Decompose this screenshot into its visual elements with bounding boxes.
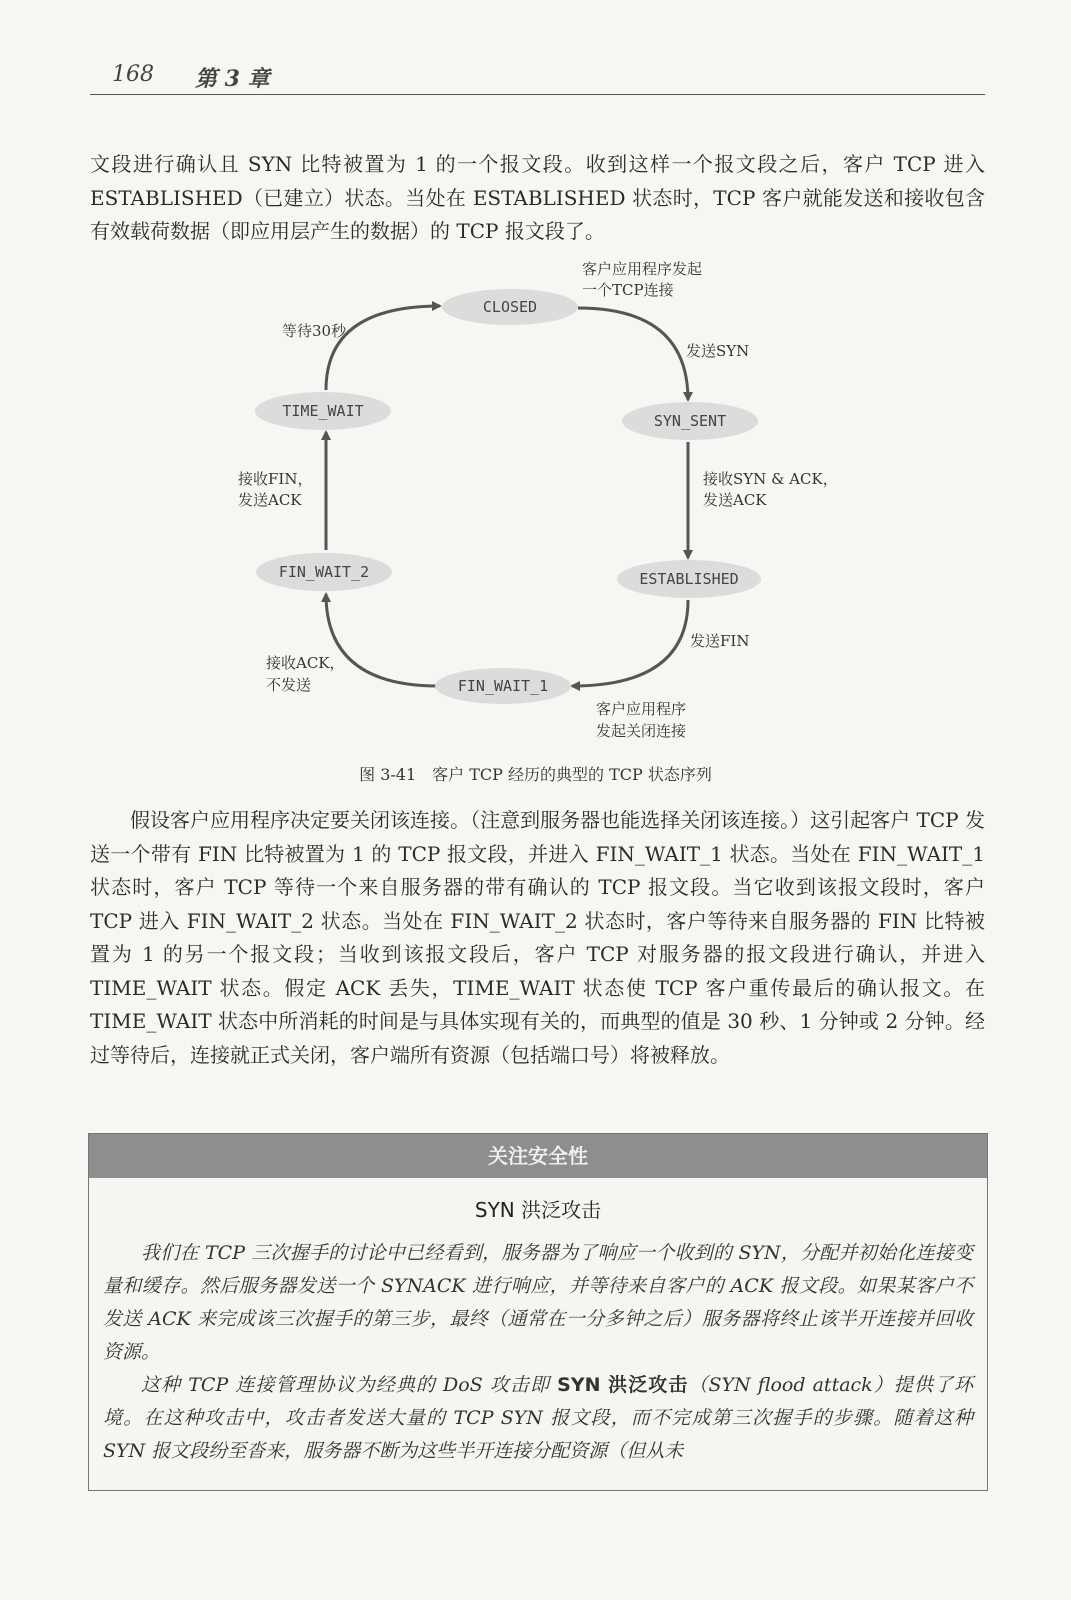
state-closed (442, 289, 578, 325)
state-established-label: ESTABLISHED (639, 570, 739, 588)
label-recv-synack-1: 接收SYN & ACK， (703, 470, 838, 488)
label-app-close-2: 发起关闭连接 (596, 722, 687, 740)
page-number: 168 (112, 62, 154, 87)
label-wait-30: 等待30秒 (282, 322, 347, 340)
state-fin-wait-1 (435, 668, 571, 704)
label-send-syn: 发送SYN (686, 342, 750, 360)
arrow-timewait-to-closed (326, 306, 440, 390)
syn-flood-term: SYN 洪泛攻击 (557, 1374, 689, 1396)
security-para-2-rest: （SYN flood attack）提供了环境。在这种攻击中，攻击者发送大量的 TCP SYN 报文段，而不完成第三次握手的步骤。随着这种 SYN 报文段纷至沓来，服务器不断为这些半开连接分配资源（但从未 (103, 1374, 973, 1462)
state-time-wait (255, 392, 391, 430)
body-paragraph: 假设客户应用程序决定要关闭该连接。（注意到服务器也能选择关闭该连接。）这引起客户 TCP 发送一个带有 FIN 比特被置为 1 的 TCP 报文段，并进入 FIN_WAIT_1 状态。当处在 FIN_WAIT_1 状态时，客户 TCP 等待一个来自服务器的带有确认的 TCP 报文段。当它收到该报文段时，客户 TCP 进入 FIN_WAIT_2 状态。当处在 FIN_WAIT_2 状态时，客户等待来自服务器的 FIN 比特被置为 1 的另一个报文段；当收到该报文段后，客户 TCP 对服务器的报文段进行确认，并进入 TIME_WAIT 状态。假定 ACK 丢失，TIME_WAIT 状态使 TCP 客户重传最后的确认报文。在 TIME_WAIT 状态中所消耗的时间是与具体实现有关的，而典型的值是 30 秒、1 分钟或 2 分钟。经过等待后，连接就正式关闭，客户端所有资源（包括端口号）将被释放。 (90, 808, 985, 1067)
arrow-finwait1-to-finwait2 (326, 594, 438, 686)
security-box-title: 关注安全性 (89, 1134, 987, 1178)
state-closed-label: CLOSED (482, 298, 538, 316)
label-app-close-1: 客户应用程序 (596, 700, 687, 718)
label-app-init-1: 客户应用程序发起 (582, 260, 703, 278)
label-recv-fin-2: 发送ACK (238, 491, 302, 509)
label-recv-ack-2: 不发送 (266, 676, 312, 694)
arrow-closed-to-synsent (578, 308, 688, 400)
state-syn-sent (622, 402, 758, 440)
tcp-state-diagram (0, 0, 1071, 760)
label-app-init-2: 一个TCP连接 (582, 281, 674, 299)
security-para-2-start: 这种 TCP 连接管理协议为经典的 DoS 攻击即 (141, 1374, 558, 1396)
label-recv-ack-1: 接收ACK， (266, 654, 345, 672)
chapter-title: 第 3 章 (195, 66, 270, 92)
label-recv-synack-2: 发送ACK (703, 491, 767, 509)
security-para-2 (103, 1369, 973, 1468)
state-fin-wait-1-label: FIN_WAIT_1 (457, 677, 549, 695)
security-box-subtitle: SYN 洪泛攻击 (474, 1198, 602, 1222)
state-syn-sent-label: SYN_SENT (653, 412, 727, 430)
label-recv-fin-1: 接收FIN， (238, 470, 313, 488)
security-para-1: 我们在 TCP 三次握手的讨论中已经看到，服务器为了响应一个收到的 SYN，分配并初始化连接变量和缓存。然后服务器发送一个 SYNACK 进行响应，并等待来自客户的 ACK 报文段。如果某客户不发送 ACK 来完成该三次握手的第三步，最终（通常在一分多钟之后）服务器将终止该半开连接并回收资源。 (103, 1242, 973, 1363)
intro-paragraph: 文段进行确认且 SYN 比特被置为 1 的一个报文段。收到这样一个报文段之后，客户 TCP 进入 ESTABLISHED（已建立）状态。当处在 ESTABLISHED 状态时，TCP 客户就能发送和接收包含有效载荷数据（即应用层产生的数据）的 TCP 报文段了。 (90, 152, 985, 243)
state-established (617, 560, 761, 598)
state-fin-wait-2 (256, 553, 392, 591)
state-time-wait-label: TIME_WAIT (282, 402, 364, 420)
security-sidebar (88, 1133, 988, 1491)
label-send-fin: 发送FIN (690, 632, 750, 650)
arrow-established-to-finwait1 (572, 600, 688, 686)
state-fin-wait-2-label: FIN_WAIT_2 (278, 563, 370, 581)
figure-caption: 图 3-41 客户 TCP 经历的典型的 TCP 状态序列 (359, 765, 712, 784)
